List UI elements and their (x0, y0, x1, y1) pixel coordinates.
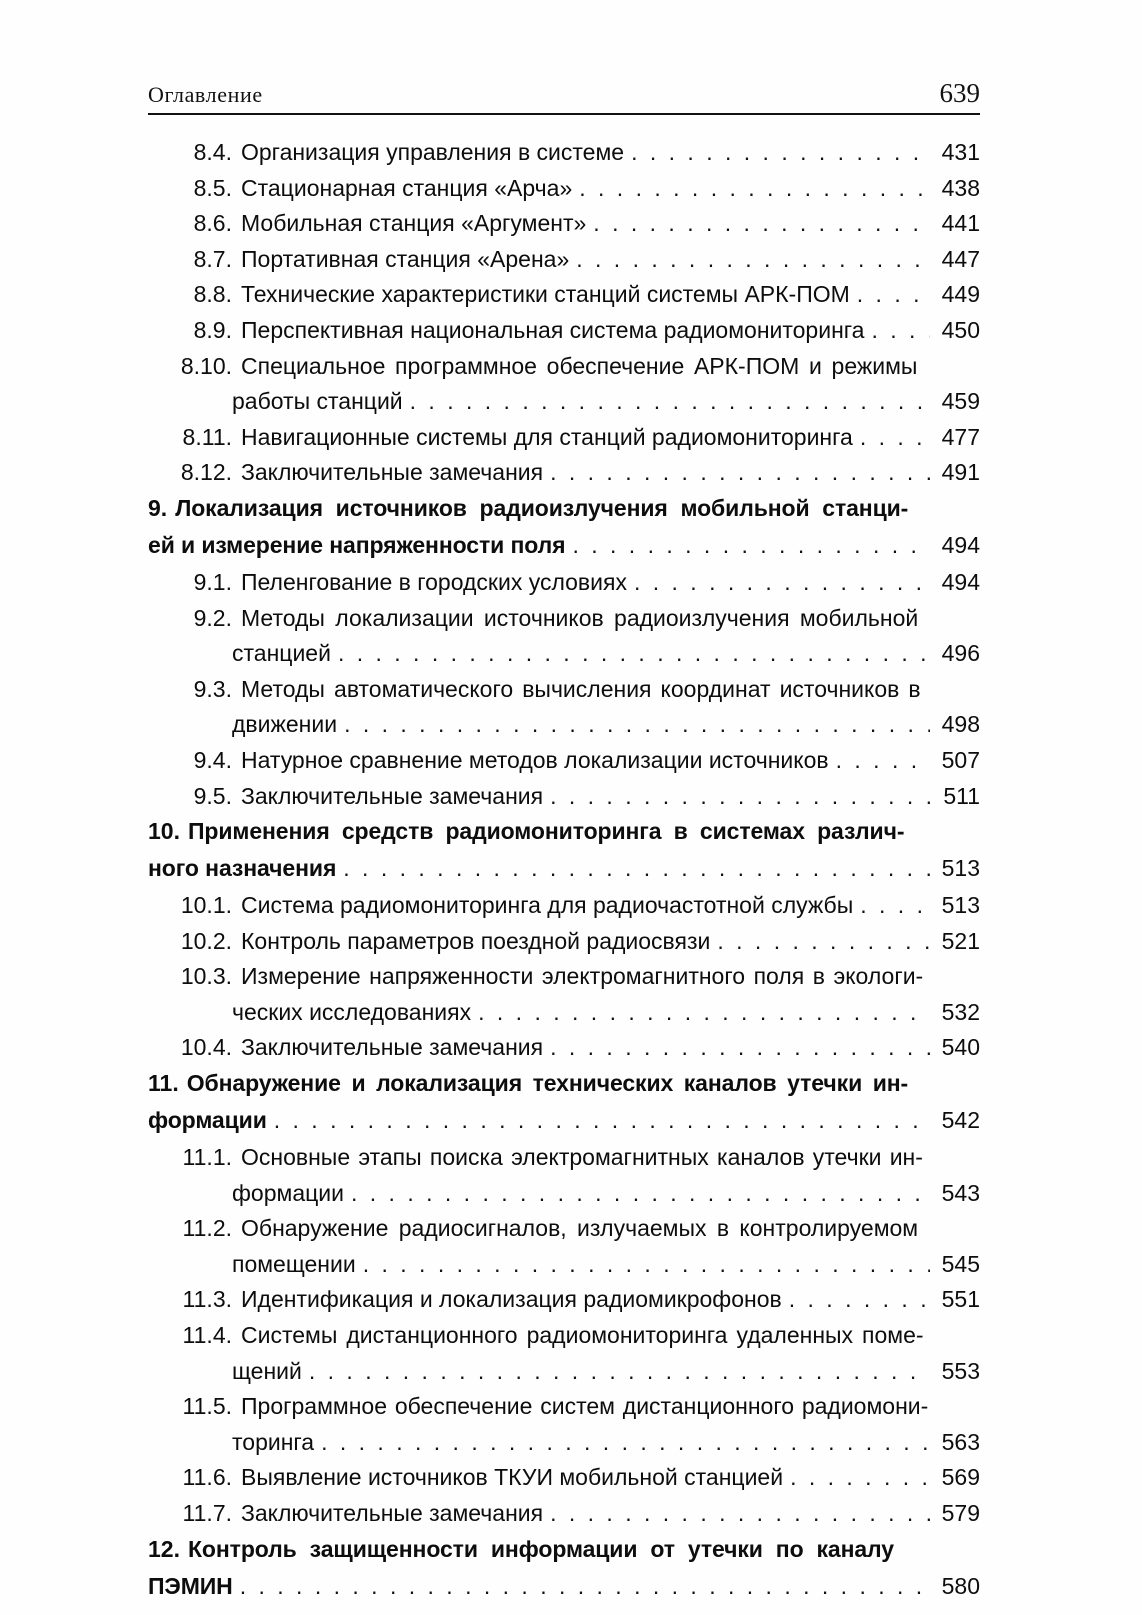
toc-entry-line (148, 353, 980, 389)
toc-entry-number: 8.5. (193, 174, 232, 201)
toc-entry[interactable] (148, 928, 980, 964)
toc-entry-line (148, 747, 980, 783)
dot-leader (363, 1251, 930, 1278)
dot-leader (871, 317, 930, 344)
dot-leader (572, 532, 930, 559)
toc-entry[interactable] (148, 783, 980, 819)
toc-entry-title: Мобильная станция «Аргумент» (241, 210, 587, 237)
toc-entry-title: ей и измерение напряженности поля (148, 531, 566, 558)
toc-entry-line (148, 1393, 980, 1429)
dot-leader (593, 210, 930, 237)
toc-entry-title: Стационарная станция «Арча» (241, 174, 573, 201)
toc-entry-line (148, 605, 980, 641)
toc-entry-line (148, 1500, 980, 1536)
dot-leader (410, 388, 930, 415)
toc-entry-line (148, 1107, 980, 1144)
toc-entry-page-number: 494 (941, 531, 980, 558)
toc-entry[interactable] (148, 963, 980, 1034)
toc-entry-line (148, 317, 980, 353)
toc-entry-number: 10.1. (180, 892, 232, 919)
toc-entry[interactable] (148, 1322, 980, 1393)
toc-entry[interactable] (148, 1393, 980, 1464)
toc-entry-line (148, 1536, 980, 1573)
toc-entry[interactable] (148, 317, 980, 353)
toc-entry-title: Выявление источников ТКУИ мобильной станцией (241, 1464, 784, 1491)
toc-entry-line (148, 999, 980, 1035)
dot-leader (240, 1573, 930, 1600)
dot-leader (857, 281, 930, 308)
dot-leader (717, 928, 930, 955)
dot-leader (351, 1180, 930, 1207)
toc-entry-title: ного назначения (148, 855, 337, 882)
toc-entry-page-number: 494 (941, 568, 980, 595)
toc-entry-line (148, 139, 980, 175)
toc-entry-title: Основные этапы поиска электромагнитных каналов утечки ин- (241, 1144, 923, 1171)
toc-entry-number: 9. (148, 494, 168, 521)
toc-entry-title: щений (232, 1357, 302, 1384)
toc-entry-line (148, 1322, 980, 1358)
toc-entry-number: 9.4. (193, 746, 232, 773)
running-head (148, 78, 980, 109)
toc-entry[interactable] (148, 353, 980, 424)
dot-leader (338, 640, 930, 667)
table-of-contents (148, 139, 980, 1610)
toc-entry-title: Обнаружение радиосигналов, излучаемых в контролируемом (241, 1215, 919, 1242)
toc-entry-page-number: 498 (941, 711, 980, 738)
toc-entry-line (148, 388, 980, 424)
toc-entry-line (148, 1180, 980, 1216)
toc-entry-title: ческих исследованиях (232, 998, 472, 1025)
toc-entry-line (148, 210, 980, 246)
toc-entry-title: Измерение напряженности электромагнитного поля в экологи- (241, 963, 924, 990)
toc-entry-page-number: 569 (941, 1464, 980, 1491)
dot-leader (550, 459, 930, 486)
toc-entry-title: Организация управления в системе (241, 139, 625, 165)
running-head-title: Оглавление (148, 82, 263, 107)
toc-entry-number: 10.2. (180, 927, 232, 954)
toc-entry-line (148, 855, 980, 892)
toc-entry-page-number: 477 (941, 423, 980, 450)
toc-entry-title: Система радиомониторинга для радиочастотной службы (241, 892, 854, 919)
toc-entry-line (148, 246, 980, 282)
toc-entry-line (148, 711, 980, 747)
dot-leader (550, 1034, 930, 1061)
dot-leader (631, 139, 930, 166)
toc-entry-title: Обнаружение и локализация технических каналов утечки ин- (186, 1070, 909, 1097)
toc-entry-line (148, 892, 980, 928)
toc-entry-line (148, 281, 980, 317)
toc-entry-line (148, 928, 980, 964)
toc-entry-title: Технические характеристики станций системы АРК-ПОМ (241, 281, 850, 308)
toc-entry-line (148, 1464, 980, 1500)
toc-entry[interactable] (148, 246, 980, 282)
toc-entry-title: Методы локализации источников радиоизлучения мобильной (241, 604, 919, 631)
toc-entry-line (148, 676, 980, 712)
toc-entry-line (148, 1215, 980, 1251)
toc-entry-line (148, 569, 980, 605)
toc-entry-number: 8.10. (180, 352, 232, 379)
dot-leader (274, 1107, 930, 1134)
toc-entry-title: Программное обеспечение систем дистанционного радиомони- (241, 1393, 929, 1420)
toc-entry-number: 10.3. (180, 963, 232, 990)
toc-entry-line (148, 1144, 980, 1180)
toc-entry-number: 8.12. (180, 459, 232, 486)
toc-entry-title: Заключительные замечания (241, 1034, 544, 1061)
toc-entry[interactable] (148, 818, 980, 892)
toc-entry-page-number: 563 (941, 1428, 980, 1455)
toc-entry[interactable] (148, 1144, 980, 1215)
toc-entry-page-number: 579 (941, 1500, 980, 1526)
toc-entry-number: 8.6. (193, 210, 232, 237)
toc-entry-number: 8.11. (182, 423, 232, 450)
toc-entry-page-number: 532 (941, 998, 980, 1025)
toc-entry[interactable] (148, 1070, 980, 1144)
dot-leader (343, 855, 930, 882)
toc-entry-title: формации (232, 1179, 344, 1206)
dot-leader (550, 783, 930, 810)
toc-entry-number: 8.4. (193, 139, 232, 165)
toc-entry-page-number: 540 (941, 1034, 980, 1061)
toc-entry-page-number: 511 (943, 782, 980, 809)
toc-entry-line (148, 424, 980, 460)
toc-entry-line (148, 1034, 980, 1070)
toc-entry-line (148, 818, 980, 855)
toc-entry[interactable] (148, 210, 980, 246)
dot-leader (321, 1429, 930, 1456)
toc-entry[interactable] (148, 1215, 980, 1286)
toc-entry-title: Специальное программное обеспечение АРК-ПОМ и режимы (241, 352, 918, 379)
toc-entry[interactable] (148, 424, 980, 460)
toc-entry-title: формации (148, 1107, 267, 1134)
toc-entry-number: 11.4. (182, 1322, 232, 1349)
toc-entry-title: станцией (232, 640, 331, 667)
toc-entry-title: Портативная станция «Арена» (241, 245, 570, 272)
toc-entry-page-number: 551 (941, 1286, 980, 1313)
toc-entry-title: Заключительные замечания (241, 782, 544, 809)
toc-entry[interactable] (148, 1464, 980, 1500)
toc-entry-title: Локализация источников радиоизлучения мобильной станци- (175, 494, 909, 521)
dot-leader (579, 175, 930, 202)
toc-entry-line (148, 1358, 980, 1394)
dot-leader (478, 999, 930, 1026)
toc-entry-number: 10.4. (180, 1034, 232, 1061)
toc-entry-title: Навигационные системы для станций радиомониторинга (241, 423, 853, 450)
toc-entry-line (148, 175, 980, 211)
toc-entry-title: Перспективная национальная система радиомониторинга (241, 316, 865, 343)
toc-entry-number: 11.3. (182, 1286, 232, 1313)
toc-entry[interactable] (148, 495, 980, 569)
toc-entry-number: 11.5. (182, 1393, 232, 1420)
toc-entry-title: помещении (232, 1250, 356, 1277)
toc-entry[interactable] (148, 281, 980, 317)
toc-entry-line (148, 495, 980, 532)
dot-leader (860, 424, 930, 451)
dot-leader (344, 711, 930, 738)
toc-entry-title: движении (232, 711, 338, 738)
toc-entry-number: 9.3. (193, 675, 232, 702)
toc-entry-line (148, 1286, 980, 1322)
toc-entry-line (148, 1429, 980, 1465)
toc-entry-number: 11. (148, 1070, 179, 1097)
toc-entry-number: 12. (148, 1535, 180, 1562)
toc-entry-number: 8.7. (193, 245, 232, 272)
toc-entry-page-number: 449 (941, 281, 980, 308)
toc-entry-page-number: 580 (941, 1572, 980, 1599)
toc-entry-page-number: 545 (941, 1250, 980, 1277)
toc-entry-line (148, 459, 980, 495)
toc-entry[interactable] (148, 605, 980, 676)
toc-entry-page-number: 507 (941, 746, 980, 773)
toc-entry-number: 8.9. (193, 316, 232, 343)
toc-entry-title: Пеленгование в городских условиях (241, 568, 627, 595)
toc-entry-number: 10. (148, 818, 180, 845)
toc-entry[interactable] (148, 747, 980, 783)
dot-leader (550, 1500, 930, 1527)
toc-entry-page-number: 441 (941, 210, 980, 237)
toc-entry[interactable] (148, 676, 980, 747)
toc-entry[interactable] (148, 139, 980, 175)
toc-entry-title: Контроль защищенности информации от утечки по каналу (187, 1535, 894, 1562)
toc-entry-title: работы станций (232, 388, 403, 415)
toc-entry-line (148, 640, 980, 676)
toc-entry-page-number: 438 (941, 174, 980, 201)
toc-entry-page-number: 496 (941, 640, 980, 667)
toc-entry-page-number: 450 (941, 316, 980, 343)
toc-entry-page-number: 542 (941, 1107, 980, 1134)
toc-entry-title: Применения средств радиомониторинга в системах различ- (187, 818, 905, 845)
toc-entry-page-number: 459 (941, 388, 980, 415)
toc-entry-page-number: 491 (941, 459, 980, 486)
toc-entry-title: Методы автоматического вычисления координат источников в (241, 675, 921, 702)
toc-entry-title: Натурное сравнение методов локализации источников (241, 746, 829, 773)
dot-leader (836, 747, 930, 774)
toc-entry-number: 8.8. (193, 281, 232, 308)
toc-entry-title: Заключительные замечания (241, 1500, 544, 1526)
toc-entry-title: торинга (232, 1428, 315, 1455)
toc-entry-number: 11.1. (182, 1144, 232, 1171)
toc-entry-title: ПЭМИН (148, 1572, 233, 1599)
toc-entry-page-number: 513 (941, 855, 980, 882)
toc-entry[interactable] (148, 569, 980, 605)
toc-entry-number: 9.2. (193, 604, 232, 631)
toc-entry-page-number: 447 (941, 245, 980, 272)
toc-entry-number: 9.1. (193, 568, 232, 595)
toc-entry-page-number: 513 (941, 892, 980, 919)
toc-entry-line (148, 532, 980, 569)
dot-leader (309, 1358, 930, 1385)
toc-entry-page-number: 543 (941, 1179, 980, 1206)
toc-entry-title: Заключительные замечания (241, 459, 544, 486)
dot-leader (576, 246, 930, 273)
toc-entry-number: 11.2. (182, 1215, 232, 1242)
toc-entry-line (148, 1573, 980, 1610)
toc-entry-title: Идентификация и локализация радиомикрофонов (241, 1286, 782, 1313)
toc-entry-line (148, 1070, 980, 1107)
toc-entry-page-number: 521 (941, 927, 980, 954)
dot-leader (790, 1464, 930, 1491)
toc-entry[interactable] (148, 1034, 980, 1070)
toc-entry-number: 11.6. (182, 1464, 232, 1491)
toc-entry-number: 9.5. (193, 782, 232, 809)
toc-entry-title: Системы дистанционного радиомониторинга удаленных поме- (241, 1322, 924, 1349)
dot-leader (634, 569, 930, 596)
toc-entry-line (148, 963, 980, 999)
toc-entry[interactable] (148, 1286, 980, 1322)
toc-entry-line (148, 1251, 980, 1287)
toc-entry-page-number: 553 (941, 1357, 980, 1384)
toc-entry[interactable] (148, 1536, 980, 1610)
toc-entry-number: 11.7. (182, 1500, 232, 1526)
dot-leader (860, 892, 930, 919)
toc-entry[interactable] (148, 459, 980, 495)
toc-entry-page-number: 431 (941, 139, 980, 165)
toc-entry[interactable] (148, 175, 980, 211)
toc-entry[interactable] (148, 892, 980, 928)
toc-entry-title: Контроль параметров поездной радиосвязи (241, 927, 711, 954)
toc-entry[interactable] (148, 1500, 980, 1536)
toc-entry-line (148, 783, 980, 819)
header-rule (148, 113, 980, 115)
running-head-page-number: 639 (939, 78, 980, 108)
dot-leader (789, 1286, 930, 1313)
